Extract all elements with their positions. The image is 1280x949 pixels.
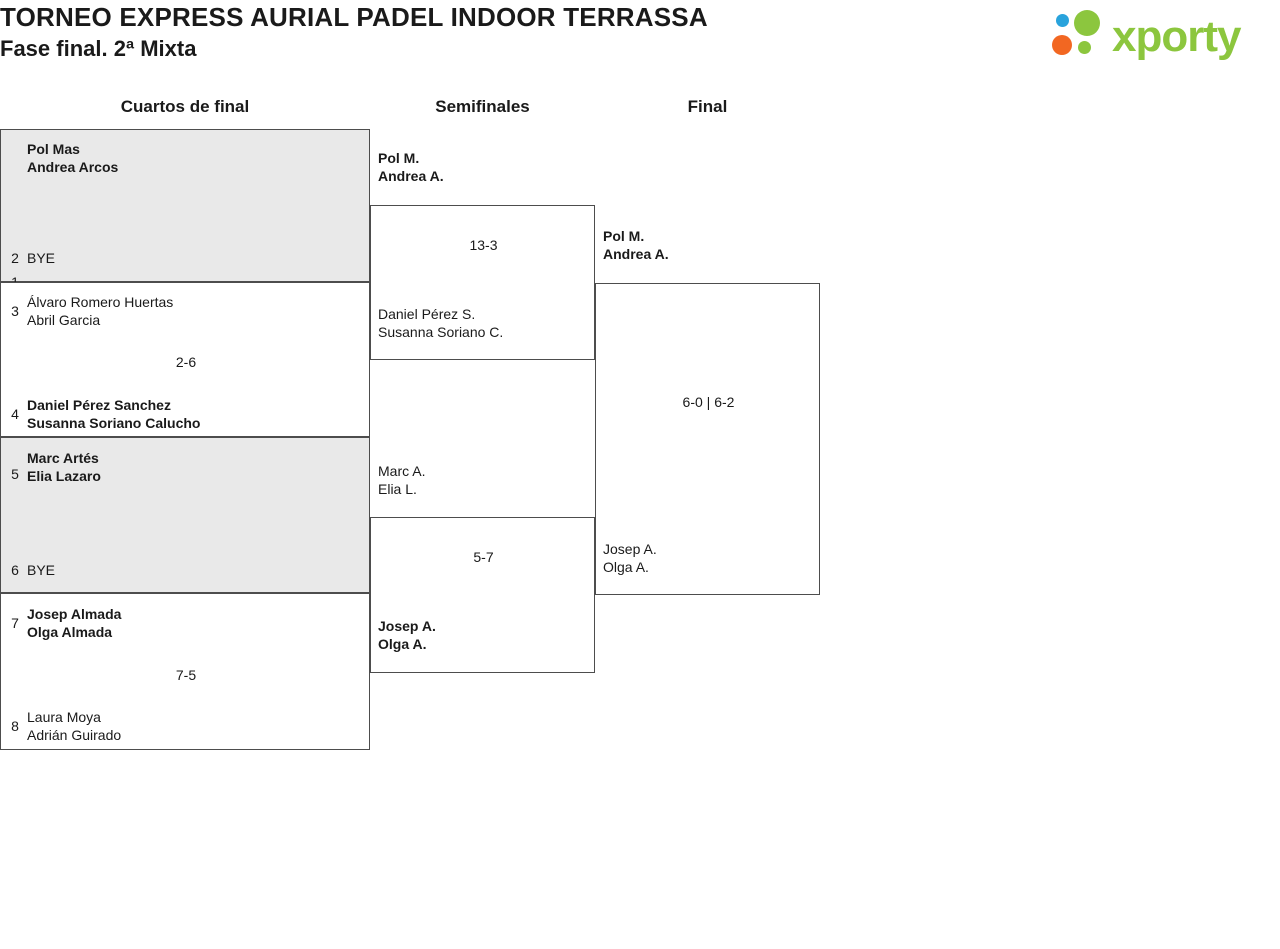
team-player-2: Susanna Soriano Calucho [27,415,201,431]
team-player-2: Susanna Soriano C. [378,324,504,340]
team-player-1: Álvaro Romero Huertas [27,294,174,310]
team-player-1: Daniel Pérez Sanchez [27,397,171,413]
seed-number: 3 [11,303,19,319]
team-player-1: Josep Almada [27,606,122,622]
team-player-1: Pol M. [603,228,645,244]
team-player-1: BYE [27,562,56,578]
seed-number: 7 [11,615,19,631]
team-player-2: Olga A. [603,559,649,575]
team-player-1: Marc A. [378,463,426,479]
team-player-2: Andrea Arcos [27,159,119,175]
logo-dot-orange-icon [1052,35,1072,55]
team-player-1: Josep A. [603,541,657,557]
seed-number: 5 [11,466,19,482]
match-score: 5-7 [473,549,494,565]
match-box-r1-m1[interactable] [0,129,370,282]
team-player-1: Daniel Pérez S. [378,306,476,322]
tournament-title: TORNEO EXPRESS AURIAL PADEL INDOOR TERRASSA [0,2,708,32]
team-player-1: Pol Mas [27,141,80,157]
team-player-1: BYE [27,250,56,266]
seed-number: 8 [11,718,19,734]
round-header-quarterfinals: Cuartos de final [120,97,250,116]
match-box-r2-m1[interactable] [370,150,595,360]
team-player-2: Elia L. [378,481,417,497]
match-box-r1-m2[interactable] [0,282,370,437]
match-score: 7-5 [175,667,197,683]
team-player-2: Andrea A. [378,168,444,184]
team-player-2: Elia Lazaro [27,468,101,484]
match-box-r2-m2[interactable] [370,463,595,673]
logo-dot-blue-icon [1056,14,1069,27]
logo-dot-green-large-icon [1074,10,1100,36]
team-player-1: Marc Artés [27,450,99,466]
logo-dot-green-small-icon [1078,41,1091,54]
team-player-2: Olga A. [378,636,427,652]
team-player-1: Pol M. [378,150,420,166]
match-box-r1-m3[interactable] [0,437,370,593]
team-player-2: Andrea A. [603,246,669,262]
xporty-logo [1050,8,1274,66]
match-score: 6-0 | 6-2 [682,394,735,410]
logo-wordmark: xporty [1112,12,1241,61]
match-box-r3-m1[interactable] [595,228,820,595]
seed-number: 4 [11,406,19,422]
tournament-subtitle: Fase final. 2ª Mixta [0,36,197,61]
team-player-2: Olga Almada [27,624,113,640]
match-box-r1-m4[interactable] [0,593,370,750]
page-header [0,0,1280,76]
team-player-2: Adrián Guirado [27,727,122,743]
seed-number: 6 [11,562,19,578]
team-player-1: Laura Moya [27,709,101,725]
team-player-1: Josep A. [378,618,436,634]
seed-number: 2 [11,250,19,266]
round-header-semifinals: Semifinales [435,97,530,116]
round-header-final: Final [687,97,728,116]
match-score: 13-3 [469,237,498,253]
match-score: 2-6 [175,354,197,370]
team-player-2: Abril Garcia [27,312,101,328]
